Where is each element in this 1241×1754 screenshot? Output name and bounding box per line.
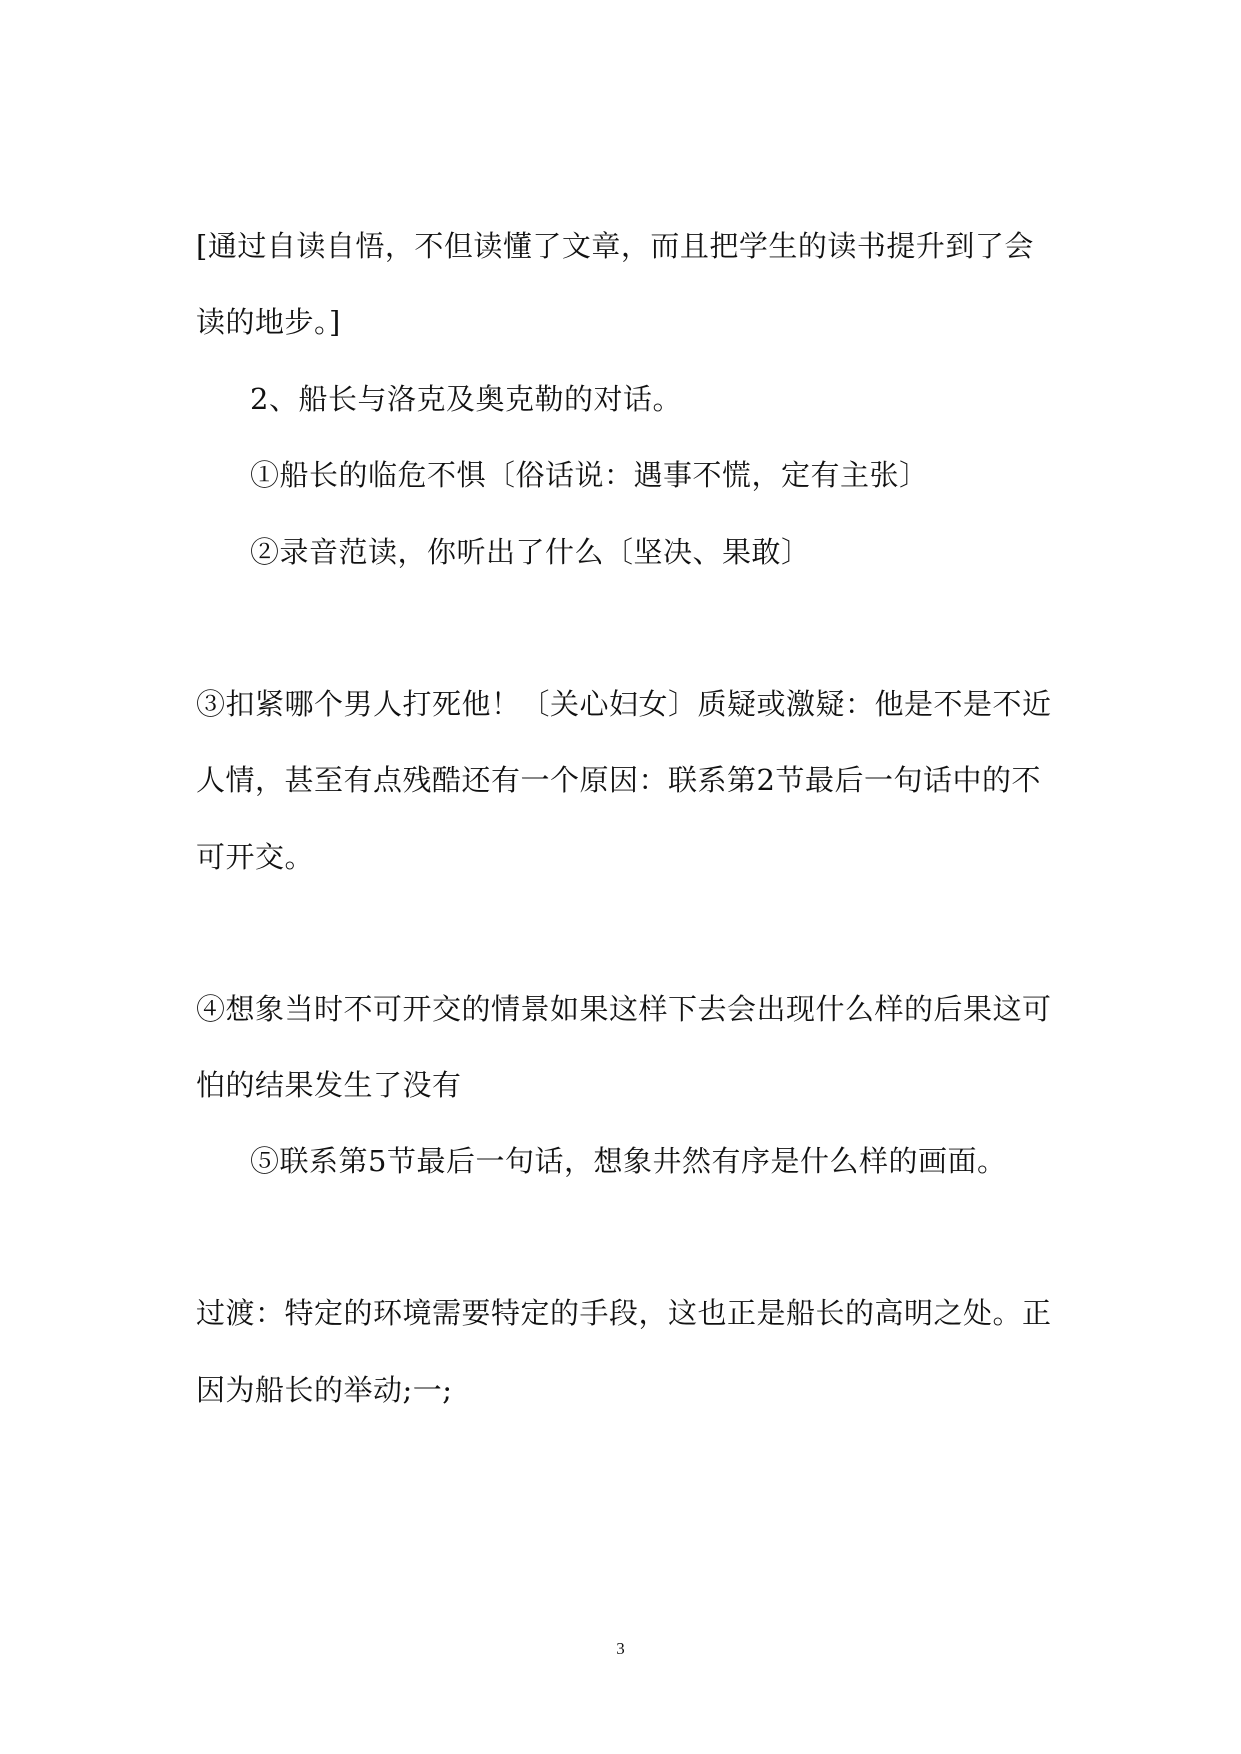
page-number: 3 bbox=[616, 1639, 625, 1658]
paragraph-4-line-1: ②录音范读，你听出了什么〔坚决、果敢〕 bbox=[250, 535, 811, 569]
paragraph-1-line-2: 读的地步。] bbox=[196, 305, 341, 339]
paragraph-5-line-3: 可开交。 bbox=[196, 840, 315, 874]
paragraph-7-line-1: ⑤联系第5节最后一句话，想象井然有序是什么样的画面。 bbox=[250, 1144, 1007, 1178]
paragraph-8-line-2: 因为船长的举动;一; bbox=[196, 1373, 453, 1407]
paragraph-5-line-1: ③扣紧哪个男人打死他！〔关心妇女〕质疑或激疑：他是不是不近 bbox=[196, 687, 1052, 721]
paragraph-2-line-1: 2、船长与洛克及奥克勒的对话。 bbox=[250, 382, 682, 416]
paragraph-6-line-2: 怕的结果发生了没有 bbox=[196, 1068, 462, 1102]
paragraph-1-line-1: [通过自读自悟，不但读懂了文章，而且把学生的读书提升到了会 bbox=[196, 229, 1034, 263]
paragraph-8-line-1: 过渡：特定的环境需要特定的手段，这也正是船长的高明之处。正 bbox=[196, 1296, 1052, 1330]
paragraph-6-line-1: ④想象当时不可开交的情景如果这样下去会出现什么样的后果这可 bbox=[196, 992, 1052, 1026]
paragraph-3-line-1: ①船长的临危不惧〔俗话说：遇事不慌，定有主张〕 bbox=[250, 458, 929, 492]
paragraph-5-line-2: 人情，甚至有点残酷还有一个原因：联系第2节最后一句话中的不 bbox=[196, 763, 1041, 797]
